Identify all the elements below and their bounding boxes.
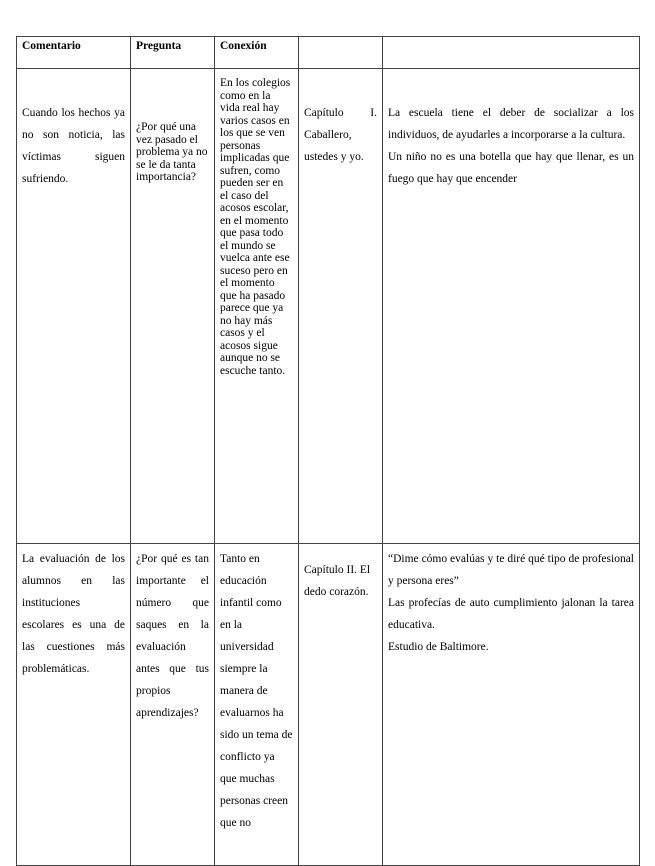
nota-text: “Dime cómo evalúas y te diré qué tipo de profesional y persona eres”: [388, 553, 634, 587]
table-row: [17, 69, 640, 544]
reflection-table: [16, 36, 640, 866]
pregunta-cell: [131, 544, 215, 866]
capitulo-text: Capítulo I. Caballero, ustedes y yo.: [304, 107, 377, 163]
nota-text: Las profecías de auto cumplimiento jalonan la tarea educativa.: [388, 597, 634, 631]
conexion-text: Tanto en educación infantil como en la universidad siempre la manera de evaluarnos ha sido un tema de conflicto ya que muchas personas creen que no: [220, 553, 293, 829]
pregunta-text: ¿Por qué es tan importante el número que saques en la evaluación antes que tus propios aprendizajes?: [136, 553, 209, 719]
nota-text: La escuela tiene el deber de socializar a los individuos, de ayudarles a incorporarse a la cultura.: [388, 107, 634, 141]
header-capitulo: [299, 37, 383, 69]
conexion-cell: [215, 69, 299, 544]
pregunta-text: ¿Por qué una vez pasado el problema ya no se le da tanta importancia?: [136, 121, 208, 183]
notas-cell: [383, 544, 640, 866]
header-comentario: Comentario: [17, 37, 131, 69]
conexion-cell: [215, 544, 299, 866]
notas-cell: [383, 69, 640, 544]
capitulo-cell: [299, 69, 383, 544]
comentario-text: La evaluación de los alumnos en las instituciones escolares es una de las cuestiones más problemáticas.: [22, 553, 125, 675]
conexion-text: En los colegios como en la vida real hay varios casos en los que se ven personas implicadas que sufren, como pueden ser en el caso del acosos escolar, en el momento que pasa todo el mundo se vuelca ante ese suceso pero en el momento que ha pasado parece que ya no hay más casos y el acosos sigue aunque no se escuche tanto.: [220, 77, 291, 377]
header-pregunta: Pregunta: [131, 37, 215, 69]
nota-text: Estudio de Baltimore.: [388, 641, 489, 653]
pregunta-cell: [131, 69, 215, 544]
header-notas: [383, 37, 640, 69]
comentario-cell: [17, 544, 131, 866]
capitulo-cell: [299, 544, 383, 866]
comentario-text: Cuando los hechos ya no son noticia, las víctimas siguen sufriendo.: [22, 107, 125, 185]
header-row: [17, 37, 640, 69]
table-row: [17, 544, 640, 866]
capitulo-text: Capítulo II. El dedo corazón.: [304, 564, 371, 598]
nota-text: Un niño no es una botella que hay que llenar, es un fuego que hay que encender: [388, 151, 634, 185]
header-conexion: Conexión: [215, 37, 299, 69]
comentario-cell: [17, 69, 131, 544]
